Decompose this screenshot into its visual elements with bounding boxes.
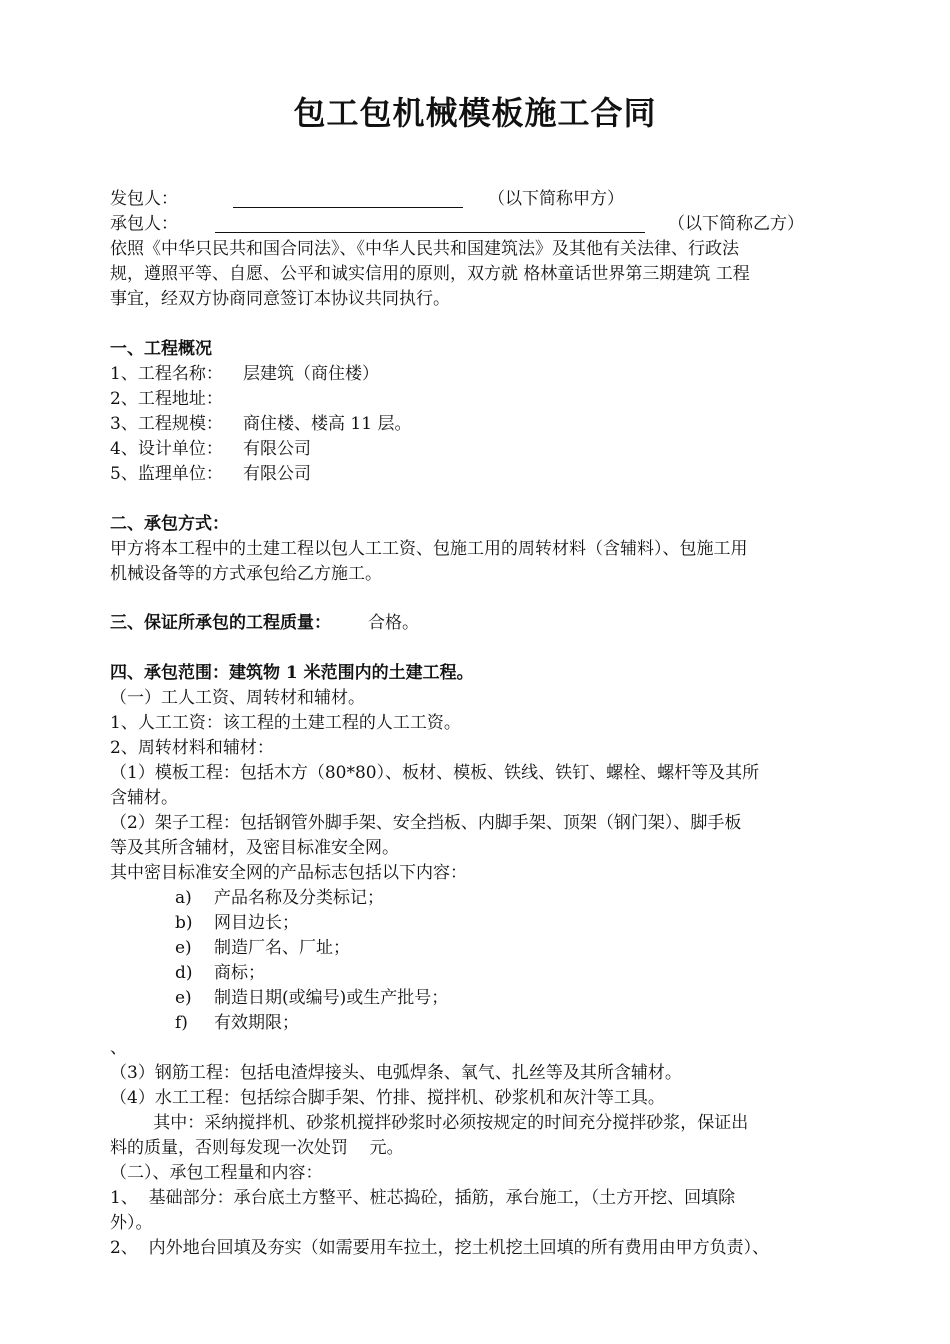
- list-text: 网目边长；: [214, 913, 299, 933]
- document-title: 包工包机械模板施工合同: [293, 94, 657, 132]
- section-heading: 三、保证所承包的工程质量：: [110, 613, 331, 633]
- intro-line: 事宜，经双方协商同意签订本协议共同执行。: [110, 289, 450, 309]
- overview-item: [110, 437, 850, 462]
- contractor-blank-underline: [215, 232, 645, 233]
- paragraph-line: 2、 内外地台回填及夯实（如需要用车拉土，挖土机挖土回填的所有费用由甲方负责）、: [110, 1238, 770, 1258]
- item-label: 4、设计单位：: [110, 439, 223, 459]
- paragraph-line: 含辅材。: [110, 788, 178, 808]
- list-marker: f): [175, 1013, 188, 1033]
- contractor-note: （以下简称乙方）: [668, 214, 804, 234]
- paragraph-line: （1）模板工程：包括木方（80*80）、板材、模板、铁线、铁钉、螺栓、螺杆等及其所: [110, 763, 760, 783]
- paragraph-line: （二）、承包工程量和内容：: [110, 1163, 323, 1183]
- item-label: 1、工程名称：: [110, 364, 223, 384]
- overview-item: [110, 462, 850, 487]
- paragraph-line: 1、 基础部分：承台底土方整平、桩芯捣砼，插筋，承台施工，（土方开挖、回填除: [110, 1188, 736, 1208]
- paragraph-line: 甲方将本工程中的土建工程以包人工工资、包施工用的周转材料（含辅料）、包施工用: [110, 539, 748, 559]
- list-text: 制造厂名、厂址；: [214, 938, 350, 958]
- paragraph-line: 1、人工工资：该工程的土建工程的人工工资。: [110, 713, 461, 733]
- employer-line: [110, 187, 850, 212]
- contractor-line: [110, 212, 850, 237]
- paragraph-line: （3）钢筋工程：包括电渣焊接头、电弧焊条、氧气、扎丝等及其所含辅材。: [110, 1063, 682, 1083]
- employer-label: 发包人：: [110, 189, 178, 209]
- list-marker: d): [175, 963, 193, 983]
- list-marker: e): [175, 938, 192, 958]
- item-value: 有限公司: [243, 464, 311, 484]
- item-label: 3、工程规模：: [110, 414, 223, 434]
- list-text: 商标；: [214, 963, 265, 983]
- quality-line: [110, 611, 850, 636]
- paragraph-line: （一）工人工资、周转材和辅材。: [110, 688, 365, 708]
- paragraph-line: 等及其所含辅材，及密目标准安全网。: [110, 838, 399, 858]
- overview-item: [110, 387, 850, 412]
- item-value: 层建筑（商住楼）: [243, 364, 379, 384]
- paragraph-line: 其中：采纳搅拌机、砂浆机搅拌砂浆时必须按规定的时间充分搅拌砂浆，保证出: [110, 1113, 749, 1133]
- list-text: 有效期限；: [214, 1013, 299, 1033]
- list-marker: a): [175, 888, 192, 908]
- list-marker: b): [175, 913, 193, 933]
- section-heading: 二、承包方式：: [110, 514, 229, 534]
- employer-blank-underline: [233, 207, 463, 208]
- paragraph-line: 2、周转材料和辅材：: [110, 738, 274, 758]
- paragraph-line: （4）水工工程：包括综合脚手架、竹排、搅拌机、砂浆机和灰汁等工具。: [110, 1088, 665, 1108]
- intro-line: 规，遵照平等、自愿、公平和诚实信用的原则，双方就 格林童话世界第三期建筑 工程: [110, 264, 750, 284]
- item-value: 有限公司: [243, 439, 311, 459]
- list-marker: e): [175, 988, 192, 1008]
- paragraph-line: 机械设备等的方式承包给乙方施工。: [110, 564, 382, 584]
- overview-item: [110, 362, 850, 387]
- paragraph-line: 料的质量，否则每发现一次处罚 元。: [110, 1138, 404, 1158]
- section-heading: 四、承包范围：建筑物 1 米范围内的土建工程。: [110, 663, 474, 683]
- employer-note: （以下简称甲方）: [488, 189, 624, 209]
- intro-line: 依照《中华只民共和国合同法》、《中华人民共和国建筑法》及其他有关法律、行政法: [110, 239, 739, 259]
- paragraph-line: 其中密目标准安全网的产品标志包括以下内容：: [110, 863, 467, 883]
- paragraph-line: 、: [110, 1038, 127, 1058]
- contractor-label: 承包人：: [110, 214, 178, 234]
- paragraph-line: 外）。: [110, 1213, 153, 1233]
- list-text: 制造日期(或编号)或生产批号；: [214, 988, 449, 1008]
- list-text: 产品名称及分类标记；: [214, 888, 384, 908]
- item-label: 2、工程地址：: [110, 389, 223, 409]
- paragraph-line: （2）架子工程：包括钢管外脚手架、安全挡板、内脚手架、顶架（钢门架）、脚手板: [110, 813, 742, 833]
- item-label: 5、监理单位：: [110, 464, 223, 484]
- overview-item: [110, 412, 850, 437]
- quality-value: 合格。: [368, 613, 419, 633]
- section-heading: 一、工程概况: [110, 339, 212, 359]
- item-value: 商住楼、楼高 11 层。: [243, 414, 412, 434]
